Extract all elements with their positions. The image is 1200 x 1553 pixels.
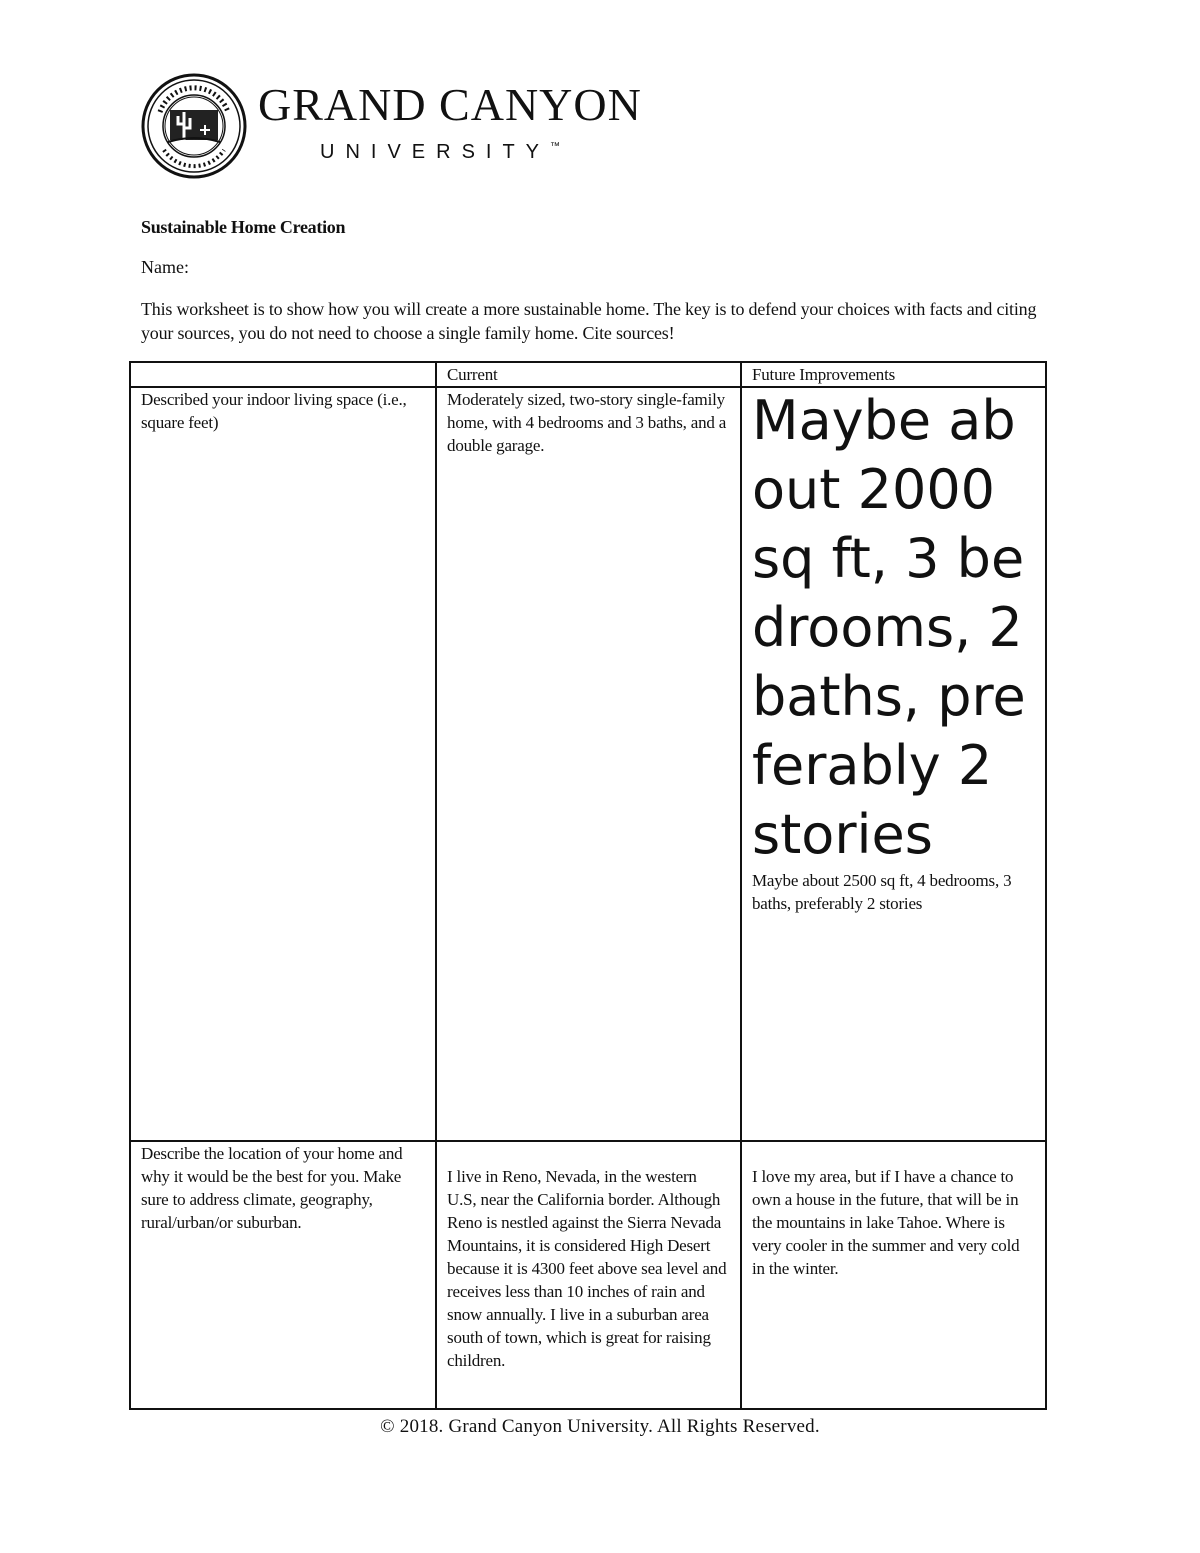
current-cell-text: I live in Reno, Nevada, in the western U.S, near the California border. Although Reno is nestled against the Sierra Nevada Mountains, it is considered High Desert because it is 4300 feet above sea level and receives less than 10 inches of rain and snow annually. I live in a suburban area south of town, which is great for raising children. [447, 1167, 727, 1370]
header-cell-blank [130, 362, 436, 387]
header-cell-future: Future Improvements [741, 362, 1046, 387]
university-seal-icon [140, 72, 248, 180]
current-cell [436, 1141, 741, 1409]
name-label: Name: [141, 257, 189, 277]
trademark-mark: ™ [550, 141, 561, 152]
table-header-row [130, 362, 1046, 387]
header-cell-current: Current [436, 362, 741, 387]
document-title: Sustainable Home Creation [141, 217, 346, 237]
prompt-cell: Described your indoor living space (i.e., square feet) [130, 387, 436, 1141]
table-row [130, 387, 1046, 1141]
table-row [130, 1141, 1046, 1409]
current-cell: Moderately sized, two-story single-family home, with 4 bedrooms and 3 baths, and a double garage. [436, 387, 741, 1141]
future-small-text: Maybe about 2500 sq ft, 4 bedrooms, 3 baths, preferably 2 stories [752, 871, 1012, 913]
future-cell [741, 387, 1046, 1141]
future-cell [741, 1141, 1046, 1409]
worksheet-table [129, 361, 1047, 1410]
logo-wordmark: GRAND CANYON [258, 79, 642, 130]
copyright-footer: © 2018. Grand Canyon University. All Rights Reserved. [380, 1416, 820, 1437]
logo-subtitle-text: UNIVERSITY [320, 141, 551, 163]
intro-paragraph: This worksheet is to show how you will create a more sustainable home. The key is to defend your choices with facts and citing your sources, you do not need to choose a single family home. Cite sources! [141, 299, 1037, 343]
future-large-text: Maybe about 2000 sq ft, 3 bedrooms, 2 baths, preferably 2 stories [752, 389, 1026, 866]
logo-subtitle [320, 142, 560, 162]
future-cell-text: I love my area, but if I have a chance to own a house in the future, that will be in the mountains in lake Tahoe. Where is very cooler in the summer and very cold in the winter. [752, 1167, 1020, 1278]
university-logo [140, 72, 642, 182]
prompt-cell: Describe the location of your home and why it would be the best for you. Make sure to address climate, geography, rural/urban/or suburban. [130, 1141, 436, 1409]
